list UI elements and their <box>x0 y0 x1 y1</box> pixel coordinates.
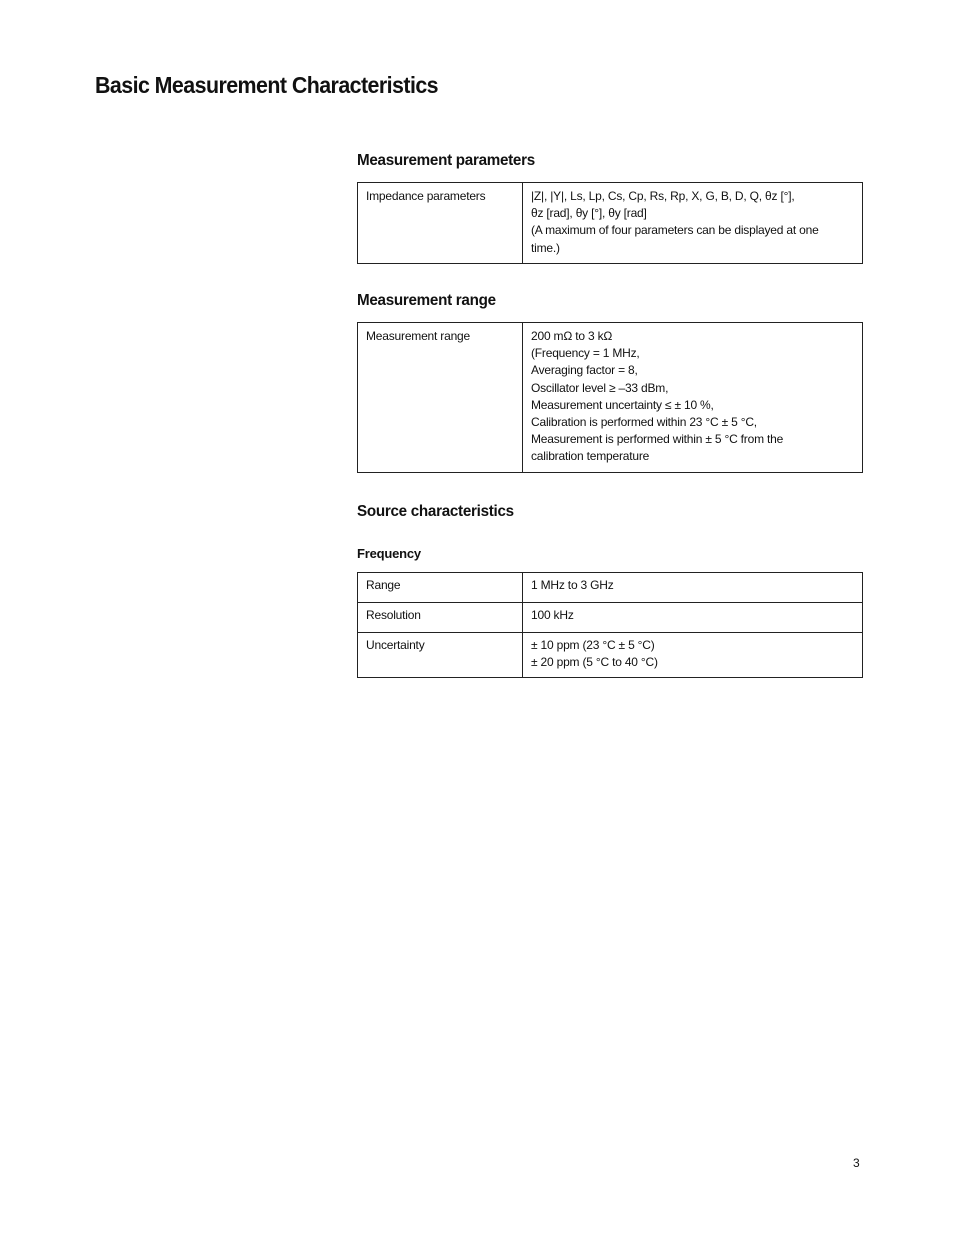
value-line: (A maximum of four parameters can be displayed at one <box>531 223 819 238</box>
table-row <box>358 323 863 473</box>
uncertainty-value <box>523 633 863 678</box>
value-line: Averaging factor = 8, <box>531 363 638 378</box>
value-line: 1 MHz to 3 GHz <box>531 578 614 592</box>
measurement-parameters-table <box>357 182 863 264</box>
measurement-range-label: Measurement range <box>358 323 523 473</box>
value-line: 200 mΩ to 3 kΩ <box>531 329 613 343</box>
table-row <box>358 603 863 633</box>
uncertainty-label: Uncertainty <box>358 633 523 678</box>
table-row <box>358 633 863 678</box>
resolution-label: Resolution <box>358 603 523 633</box>
value-line: (Frequency = 1 MHz, <box>531 346 640 361</box>
value-line: Oscillator level ≥ –33 dBm, <box>531 380 669 395</box>
value-line: 100 kHz <box>531 608 574 622</box>
value-line: Measurement uncertainty ≤ ± 10 %, <box>531 397 714 412</box>
impedance-parameters-label: Impedance parameters <box>358 183 523 264</box>
measurement-range-value <box>523 323 863 473</box>
range-label: Range <box>358 573 523 603</box>
frequency-table <box>357 572 863 678</box>
page-title: Basic Measurement Characteristics <box>95 72 439 98</box>
measurement-range-heading: Measurement range <box>357 292 496 309</box>
table-row <box>358 183 863 264</box>
table-row <box>358 573 863 603</box>
frequency-subheading: Frequency <box>357 546 421 561</box>
value-line: time.) <box>531 240 560 255</box>
page-number: 3 <box>853 1156 860 1170</box>
value-line: Calibration is performed within 23 °C ± 5 °C, <box>531 415 757 430</box>
value-line: calibration temperature <box>531 449 650 464</box>
measurement-parameters-heading: Measurement parameters <box>357 152 535 169</box>
source-characteristics-heading: Source characteristics <box>357 503 514 520</box>
value-line: Measurement is performed within ± 5 °C from the <box>531 432 784 447</box>
value-line: ± 10 ppm (23 °C ± 5 °C) <box>531 638 655 652</box>
value-line: ± 20 ppm (5 °C to 40 °C) <box>531 655 658 670</box>
measurement-range-table <box>357 322 863 473</box>
value-line: θz [rad], θy [°], θy [rad] <box>531 206 647 221</box>
resolution-value <box>523 603 863 633</box>
impedance-parameters-value <box>523 183 863 264</box>
value-line: |Z|, |Y|, Ls, Lp, Cs, Cp, Rs, Rp, X, G, B, D, Q, θz [°], <box>531 189 795 203</box>
range-value <box>523 573 863 603</box>
